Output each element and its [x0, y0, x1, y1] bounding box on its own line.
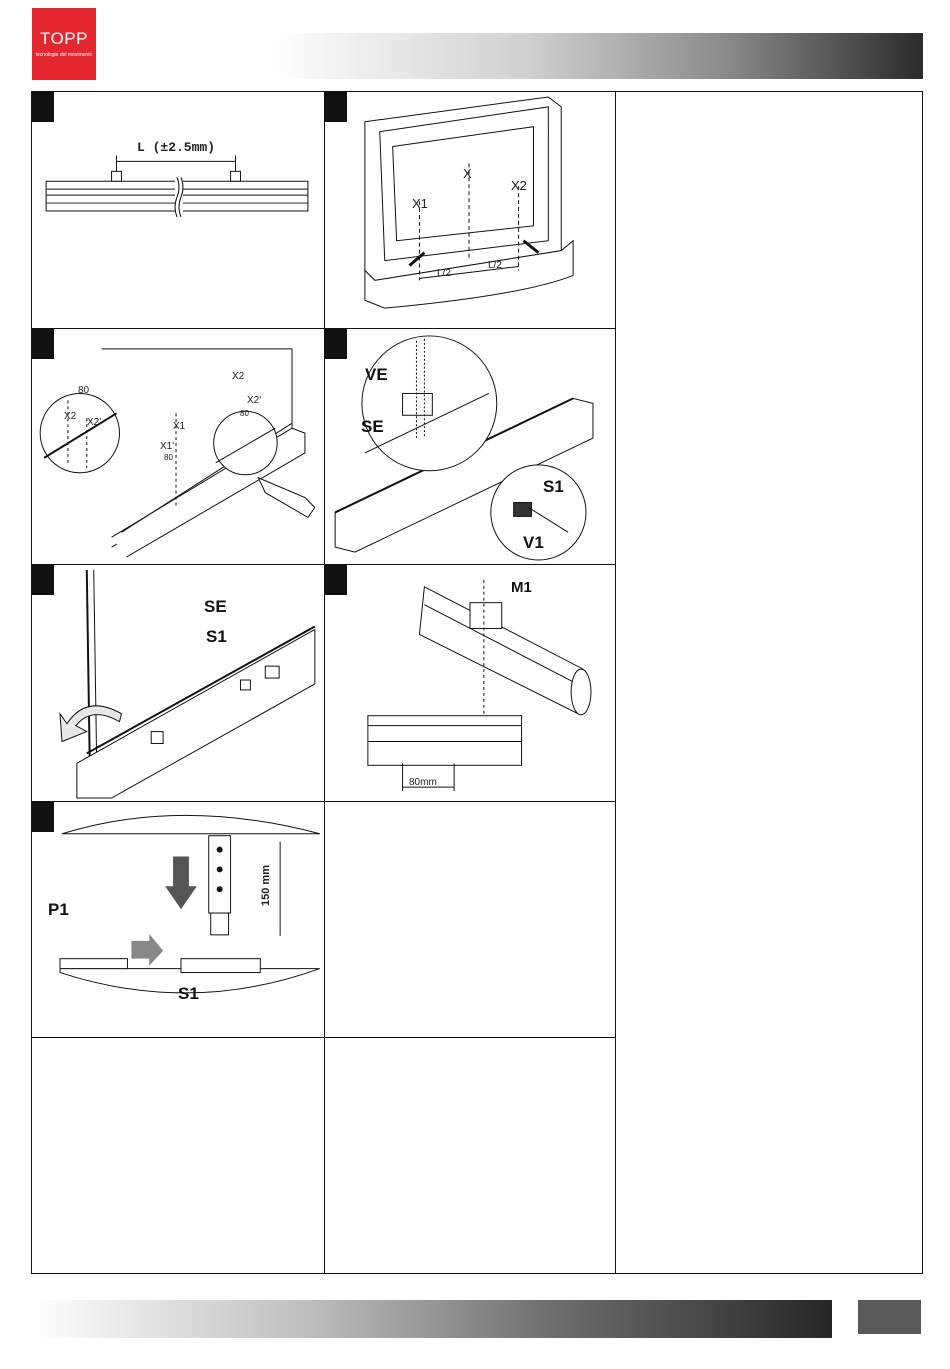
height-dimension-label: 150 mm [260, 865, 272, 906]
x1-label: X1 [173, 421, 186, 432]
empty-panel-2 [31, 1037, 325, 1274]
logo-tagline: tecnologie del movimento [35, 52, 93, 58]
offset-inset-label: 80 [78, 385, 90, 396]
x2-inset-label: X2 [64, 411, 77, 422]
offset-right-label: 80 [240, 409, 249, 418]
step-6-panel [324, 564, 616, 802]
step-3-illustration [32, 329, 324, 564]
step-5-illustration [32, 565, 324, 801]
x2-prime-right-label: X2' [247, 395, 262, 406]
step-3-panel [31, 328, 325, 565]
header-gradient-bar [270, 33, 923, 79]
length-tolerance-label: L (±2.5mm) [137, 140, 216, 155]
se-label: SE [204, 597, 227, 616]
half-length-left: L/2 [437, 268, 451, 279]
se-label: SE [361, 417, 384, 436]
x1-prime-label: X1' [160, 441, 175, 452]
empty-panel-1 [324, 801, 616, 1038]
step-5-panel [31, 564, 325, 802]
p1-label: P1 [48, 900, 69, 919]
x2-prime-inset-label: X2' [87, 417, 102, 428]
half-length-right: L/2 [488, 260, 502, 271]
step-4-panel [324, 328, 616, 565]
logo-text: TOPP [40, 29, 88, 48]
x1-label: X1 [412, 196, 428, 211]
page-number-box [858, 1300, 921, 1334]
step-6-illustration [325, 565, 615, 801]
s1-label: S1 [206, 627, 227, 646]
v1-label: V1 [523, 533, 544, 552]
s1-label: S1 [543, 477, 564, 496]
step-1-illustration [32, 92, 324, 328]
empty-panel-3 [324, 1037, 616, 1274]
m1-label: M1 [511, 579, 532, 596]
x2-right-label: X2 [232, 371, 245, 382]
ve-label: VE [365, 365, 388, 384]
company-logo [32, 8, 96, 80]
footer-gradient-bar [32, 1300, 832, 1338]
s1-label: S1 [178, 984, 199, 1003]
x2-label: X2 [511, 178, 527, 193]
step-2-panel [324, 91, 616, 329]
offset-mid-label: 80 [164, 453, 173, 462]
text-column-panel [615, 91, 923, 1274]
x-label: X [463, 166, 472, 181]
step-2-illustration [325, 92, 615, 328]
spacing-label: 80mm [409, 777, 437, 788]
step-7-panel [31, 801, 325, 1038]
step-1-panel [31, 91, 325, 329]
